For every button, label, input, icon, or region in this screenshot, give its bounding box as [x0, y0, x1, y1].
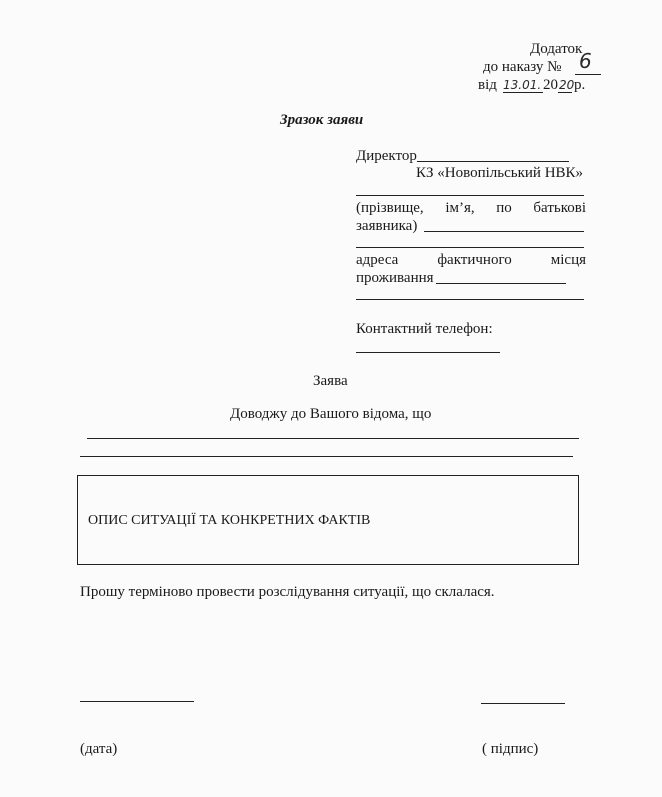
date-suffix: р. — [574, 77, 586, 93]
date-prefix: від — [478, 77, 497, 93]
signature-label: ( підпис) — [482, 741, 539, 757]
year-handwritten: 20 — [559, 78, 575, 92]
name-hint-line-2: заявника) — [356, 218, 418, 234]
address-line-2 — [436, 283, 566, 284]
phone-line — [356, 352, 500, 353]
order-prefix: до наказу № — [483, 59, 562, 75]
statement-line-1 — [87, 438, 579, 439]
school-name: КЗ «Новопільський НВК» — [416, 165, 584, 181]
address-hint-line-2: проживання — [356, 270, 434, 286]
name-line-1 — [356, 195, 584, 196]
director-label: Директор — [356, 148, 417, 164]
phone-label: Контактний телефон: — [356, 321, 493, 337]
statement-intro: Доводжу до Вашого відома, що — [230, 406, 432, 422]
situation-box-text: ОПИС СИТУАЦІЇ ТА КОНКРЕТНИХ ФАКТІВ — [88, 513, 371, 528]
statement-heading: Заява — [313, 373, 348, 389]
request-text: Прошу терміново провести розслідування ситуації, що склалася. — [80, 584, 495, 600]
director-underline — [417, 161, 569, 162]
signature-line — [481, 703, 565, 704]
date-signature-line — [80, 701, 194, 702]
year-prefix: 20 — [543, 77, 558, 93]
address-line-1 — [356, 247, 584, 248]
date-day-handwritten: 13.01. — [503, 78, 542, 92]
page-title: Зразок заяви — [280, 112, 364, 128]
order-number-handwritten: 6 — [579, 49, 592, 73]
date-label: (дата) — [80, 741, 118, 757]
statement-line-2 — [80, 456, 573, 457]
address-line-3 — [356, 299, 584, 300]
address-hint-line-1: адреса фактичного місця — [356, 252, 586, 268]
order-number-underline — [575, 74, 601, 75]
name-line-2 — [424, 231, 584, 232]
header-line-1: Додаток — [530, 41, 583, 57]
date-line — [478, 76, 588, 94]
name-hint-line-1: (прізвище, ім’я, по батькові — [356, 200, 586, 216]
